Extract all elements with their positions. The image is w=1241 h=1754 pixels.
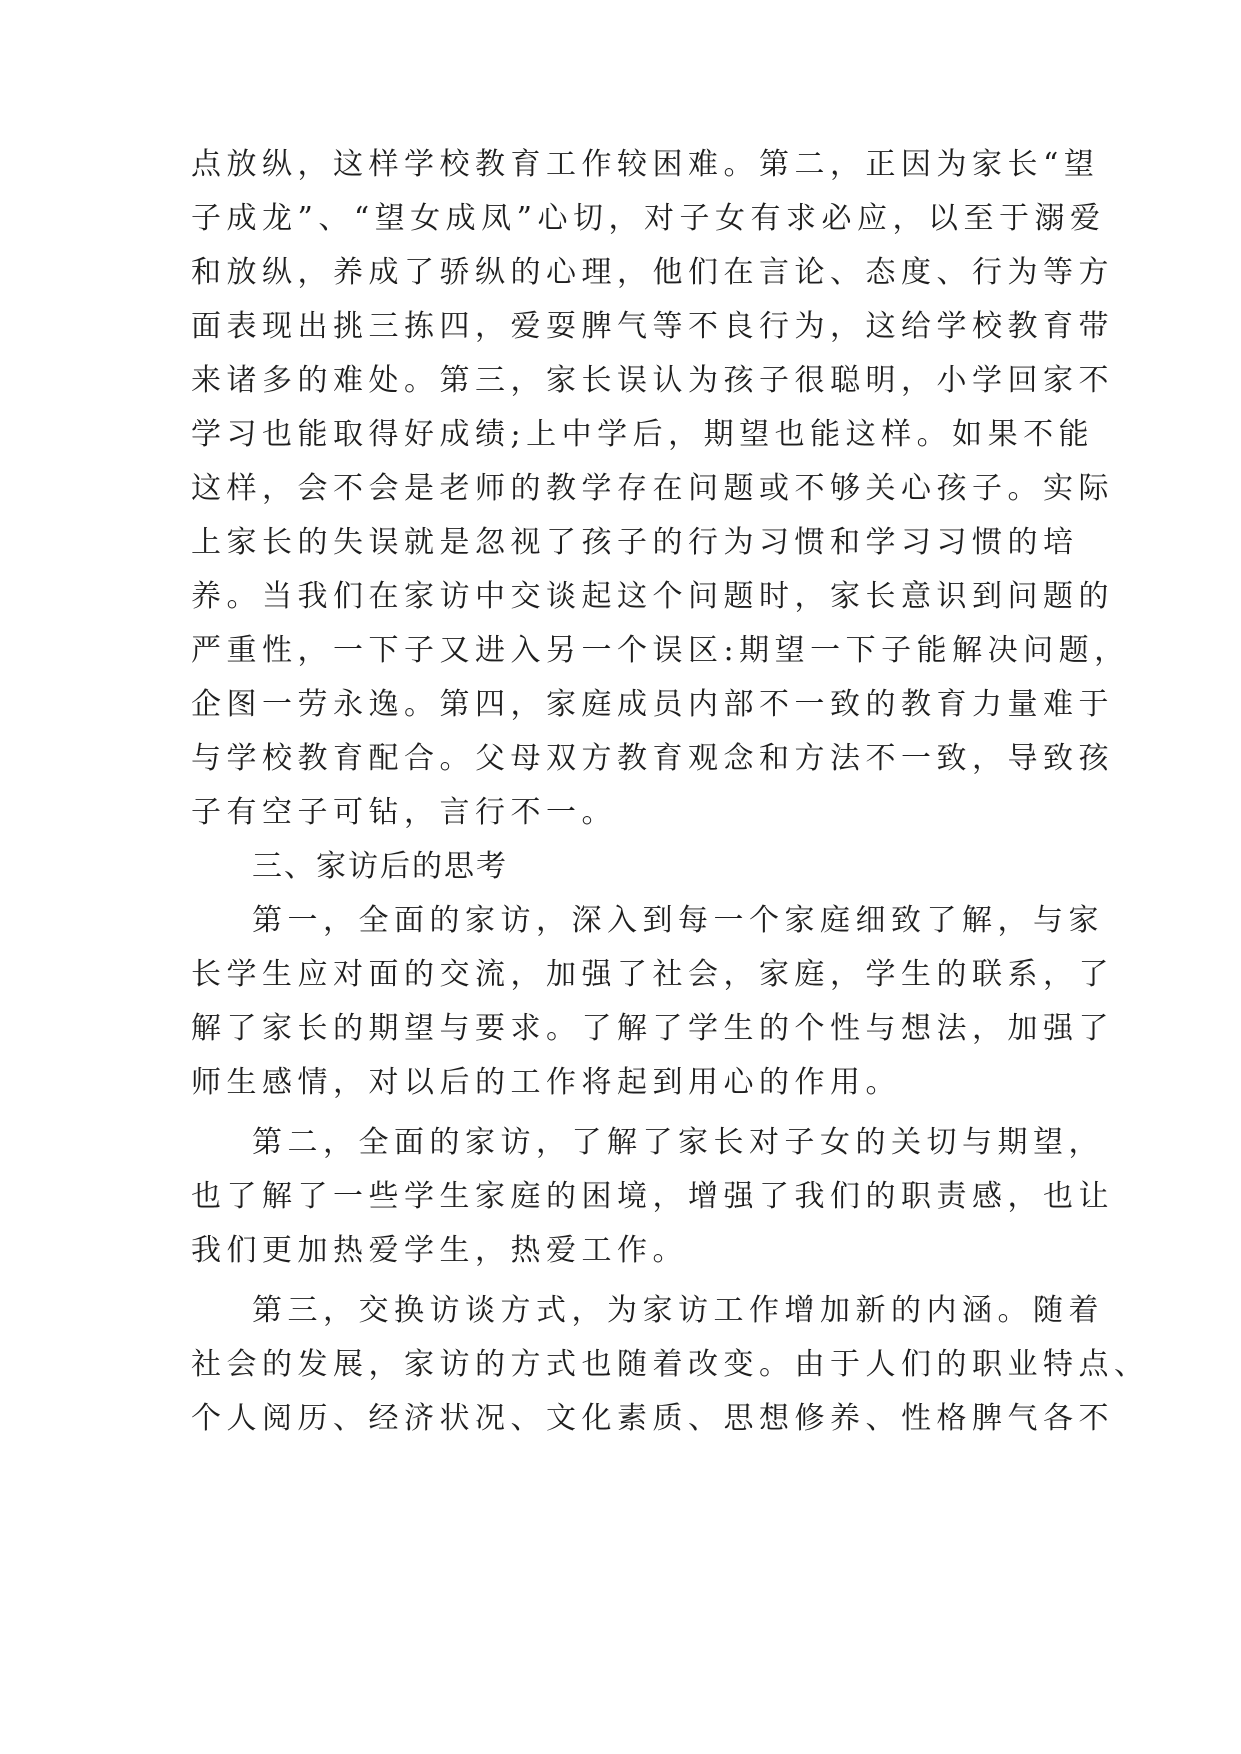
text-line: 也了解了一些学生家庭的困境，增强了我们的职责感，也让	[191, 1179, 1114, 1214]
text-line: 和放纵，养成了骄纵的心理，他们在言论、态度、行为等方	[191, 255, 1114, 290]
text-line: 面表现出挑三拣四，爱耍脾气等不良行为，这给学校教育带	[191, 309, 1114, 344]
paragraph-first-line: 第二，全面的家访，了解了家长对子女的关切与期望，	[252, 1125, 1104, 1160]
text-line: 与学校教育配合。父母双方教育观念和方法不一致，导致孩	[191, 741, 1114, 776]
paragraph-first-line: 第一，全面的家访，深入到每一个家庭细致了解，与家	[252, 903, 1104, 938]
text-line: 子有空子可钻，言行不一。	[191, 795, 617, 830]
text-line: 上家长的失误就是忽视了孩子的行为习惯和学习习惯的培	[191, 525, 1079, 560]
text-line: 学习也能取得好成绩;上中学后，期望也能这样。如果不能	[191, 417, 1095, 452]
text-line: 长学生应对面的交流，加强了社会，家庭，学生的联系，了	[191, 957, 1114, 992]
section-heading: 三、家访后的思考	[252, 849, 508, 884]
paragraph-first-line: 第三，交换访谈方式，为家访工作增加新的内涵。随着	[252, 1293, 1104, 1328]
text-line: 师生感情，对以后的工作将起到用心的作用。	[191, 1065, 901, 1100]
text-line: 点放纵，这样学校教育工作较困难。第二，正因为家长“望	[191, 147, 1100, 182]
text-line: 来诸多的难处。第三，家长误认为孩子很聪明，小学回家不	[191, 363, 1114, 398]
text-line: 严重性，一下子又进入另一个误区:期望一下子能解决问题，	[191, 633, 1130, 668]
text-line: 企图一劳永逸。第四，家庭成员内部不一致的教育力量难于	[191, 687, 1114, 722]
text-line: 解了家长的期望与要求。了解了学生的个性与想法，加强了	[191, 1011, 1114, 1046]
text-line: 子成龙”、“望女成凤”心切，对子女有求必应，以至于溺爱	[191, 201, 1106, 236]
text-line: 我们更加热爱学生，热爱工作。	[191, 1233, 688, 1268]
text-line: 社会的发展，家访的方式也随着改变。由于人们的职业特点、	[191, 1347, 1150, 1382]
text-line: 个人阅历、经济状况、文化素质、思想修养、性格脾气各不	[191, 1401, 1114, 1436]
text-line: 养。当我们在家访中交谈起这个问题时，家长意识到问题的	[191, 579, 1114, 614]
text-line: 这样，会不会是老师的教学存在问题或不够关心孩子。实际	[191, 471, 1114, 506]
